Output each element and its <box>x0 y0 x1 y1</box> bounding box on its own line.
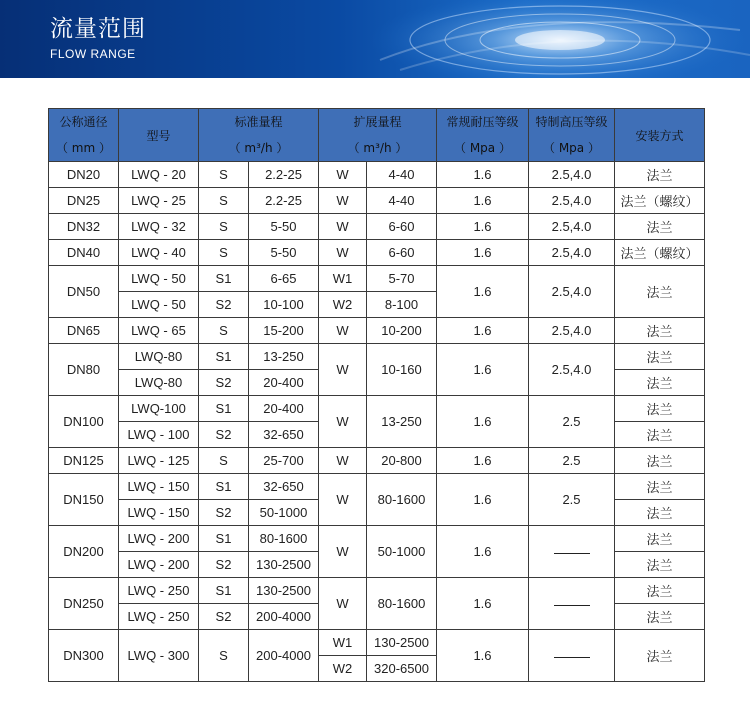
cell-install: 法兰 <box>615 630 705 682</box>
cell-ext-code: W <box>319 240 367 266</box>
cell-ext-code: W2 <box>319 292 367 318</box>
cell-special-pressure: 2.5 <box>529 474 615 526</box>
table-row <box>49 344 705 370</box>
cell-model: LWQ - 65 <box>119 318 199 344</box>
cell-dn: DN150 <box>49 474 119 526</box>
cell-dn: DN20 <box>49 162 119 188</box>
cell-dn: DN100 <box>49 396 119 448</box>
cell-model: LWQ - 300 <box>119 630 199 682</box>
cell-model: LWQ - 150 <box>119 500 199 526</box>
cell-ext-code: W1 <box>319 266 367 292</box>
cell-model: LWQ - 200 <box>119 552 199 578</box>
cell-normal-pressure: 1.6 <box>437 266 529 318</box>
cell-std-code: S1 <box>199 266 249 292</box>
cell-dn: DN25 <box>49 188 119 214</box>
table-row <box>49 578 705 604</box>
cell-ext-range: 4-40 <box>367 162 437 188</box>
cell-std-code: S2 <box>199 370 249 396</box>
header-normal-pressure: 常规耐压等级 （ Mpa ） <box>437 109 529 162</box>
cell-dn: DN250 <box>49 578 119 630</box>
cell-dn: DN32 <box>49 214 119 240</box>
cell-normal-pressure: 1.6 <box>437 214 529 240</box>
header-ext-range: 扩展量程 （ m³/h ） <box>319 109 437 162</box>
cell-model: LWQ - 25 <box>119 188 199 214</box>
dash-mark <box>554 604 590 606</box>
cell-dn: DN80 <box>49 344 119 396</box>
cell-std-range: 13-250 <box>249 344 319 370</box>
cell-ext-range: 80-1600 <box>367 578 437 630</box>
cell-ext-code: W <box>319 344 367 396</box>
cell-normal-pressure: 1.6 <box>437 630 529 682</box>
cell-std-code: S <box>199 318 249 344</box>
table-row <box>49 162 705 188</box>
cell-normal-pressure: 1.6 <box>437 344 529 396</box>
flow-range-table <box>48 108 705 682</box>
cell-dn: DN40 <box>49 240 119 266</box>
cell-normal-pressure: 1.6 <box>437 578 529 630</box>
cell-ext-range: 80-1600 <box>367 474 437 526</box>
table-row <box>49 396 705 422</box>
cell-model: LWQ - 250 <box>119 578 199 604</box>
cell-std-code: S <box>199 188 249 214</box>
header-banner <box>0 0 750 78</box>
cell-std-code: S2 <box>199 292 249 318</box>
cell-std-code: S1 <box>199 474 249 500</box>
cell-std-code: S <box>199 630 249 682</box>
cell-std-range: 32-650 <box>249 474 319 500</box>
cell-std-range: 200-4000 <box>249 604 319 630</box>
cell-normal-pressure: 1.6 <box>437 162 529 188</box>
cell-ext-range: 6-60 <box>367 240 437 266</box>
cell-special-pressure: 2.5,4.0 <box>529 266 615 318</box>
cell-install: 法兰 <box>615 162 705 188</box>
cell-install: 法兰 <box>615 578 705 604</box>
banner-subtitle: FLOW RANGE <box>50 47 136 61</box>
cell-ext-code: W <box>319 188 367 214</box>
cell-ext-range: 4-40 <box>367 188 437 214</box>
cell-ext-range: 50-1000 <box>367 526 437 578</box>
cell-dn: DN300 <box>49 630 119 682</box>
cell-std-range: 2.2-25 <box>249 188 319 214</box>
cell-model: LWQ-100 <box>119 396 199 422</box>
banner-title: 流量范围 <box>50 16 146 42</box>
cell-install: 法兰 <box>615 318 705 344</box>
cell-model: LWQ - 150 <box>119 474 199 500</box>
cell-install: 法兰 <box>615 266 705 318</box>
table-row <box>49 474 705 500</box>
cell-std-range: 20-400 <box>249 370 319 396</box>
cell-ext-range: 10-160 <box>367 344 437 396</box>
cell-model: LWQ - 20 <box>119 162 199 188</box>
cell-dn: DN65 <box>49 318 119 344</box>
cell-ext-code: W <box>319 448 367 474</box>
cell-install: 法兰 <box>615 422 705 448</box>
cell-normal-pressure: 1.6 <box>437 526 529 578</box>
table-row <box>49 214 705 240</box>
cell-model: LWQ-80 <box>119 370 199 396</box>
header-std-range: 标准量程 （ m³/h ） <box>199 109 319 162</box>
cell-std-code: S1 <box>199 344 249 370</box>
header-install: 安装方式 <box>615 109 705 162</box>
cell-std-code: S2 <box>199 422 249 448</box>
cell-normal-pressure: 1.6 <box>437 318 529 344</box>
table-row <box>49 266 705 292</box>
cell-model: LWQ - 50 <box>119 266 199 292</box>
cell-std-code: S1 <box>199 578 249 604</box>
cell-special-pressure: 2.5,4.0 <box>529 318 615 344</box>
cell-special-pressure: 2.5 <box>529 396 615 448</box>
cell-ext-range: 10-200 <box>367 318 437 344</box>
table-header-row <box>49 109 705 162</box>
table-row <box>49 318 705 344</box>
cell-std-code: S2 <box>199 500 249 526</box>
cell-std-code: S <box>199 214 249 240</box>
cell-ext-code: W <box>319 526 367 578</box>
cell-special-pressure <box>529 630 615 682</box>
cell-install: 法兰 <box>615 526 705 552</box>
cell-std-range: 10-100 <box>249 292 319 318</box>
table-row <box>49 526 705 552</box>
cell-dn: DN50 <box>49 266 119 318</box>
cell-install: 法兰 <box>615 474 705 500</box>
cell-install: 法兰 <box>615 396 705 422</box>
cell-std-range: 130-2500 <box>249 578 319 604</box>
table-row <box>49 188 705 214</box>
cell-install: 法兰（螺纹） <box>615 188 705 214</box>
cell-std-code: S2 <box>199 604 249 630</box>
cell-special-pressure: 2.5,4.0 <box>529 240 615 266</box>
cell-special-pressure: 2.5,4.0 <box>529 214 615 240</box>
cell-std-range: 6-65 <box>249 266 319 292</box>
cell-ext-code: W <box>319 474 367 526</box>
cell-model: LWQ - 125 <box>119 448 199 474</box>
cell-special-pressure: 2.5,4.0 <box>529 344 615 396</box>
cell-std-range: 50-1000 <box>249 500 319 526</box>
cell-install: 法兰 <box>615 604 705 630</box>
cell-dn: DN200 <box>49 526 119 578</box>
cell-model: LWQ - 50 <box>119 292 199 318</box>
header-diameter: 公称通径 （ mm ） <box>49 109 119 162</box>
cell-ext-code: W <box>319 214 367 240</box>
cell-special-pressure <box>529 526 615 578</box>
cell-special-pressure <box>529 578 615 630</box>
cell-normal-pressure: 1.6 <box>437 240 529 266</box>
cell-model: LWQ - 40 <box>119 240 199 266</box>
cell-normal-pressure: 1.6 <box>437 448 529 474</box>
cell-ext-code: W2 <box>319 656 367 682</box>
cell-std-code: S1 <box>199 526 249 552</box>
cell-install: 法兰 <box>615 500 705 526</box>
cell-model: LWQ-80 <box>119 344 199 370</box>
cell-std-code: S1 <box>199 396 249 422</box>
cell-std-range: 32-650 <box>249 422 319 448</box>
cell-ext-code: W <box>319 162 367 188</box>
cell-std-range: 25-700 <box>249 448 319 474</box>
table-row <box>49 630 705 656</box>
cell-std-range: 200-4000 <box>249 630 319 682</box>
cell-ext-range: 130-2500 <box>367 630 437 656</box>
table-row <box>49 240 705 266</box>
cell-special-pressure: 2.5 <box>529 448 615 474</box>
cell-ext-range: 8-100 <box>367 292 437 318</box>
cell-ext-code: W <box>319 578 367 630</box>
cell-ext-range: 6-60 <box>367 214 437 240</box>
cell-ext-code: W1 <box>319 630 367 656</box>
dash-mark <box>554 656 590 658</box>
cell-model: LWQ - 200 <box>119 526 199 552</box>
cell-model: LWQ - 250 <box>119 604 199 630</box>
cell-std-range: 15-200 <box>249 318 319 344</box>
cell-normal-pressure: 1.6 <box>437 396 529 448</box>
cell-std-code: S <box>199 240 249 266</box>
cell-install: 法兰（螺纹） <box>615 240 705 266</box>
cell-std-range: 20-400 <box>249 396 319 422</box>
cell-install: 法兰 <box>615 344 705 370</box>
cell-install: 法兰 <box>615 370 705 396</box>
cell-ext-range: 13-250 <box>367 396 437 448</box>
cell-std-code: S2 <box>199 552 249 578</box>
cell-ext-code: W <box>319 318 367 344</box>
cell-std-range: 5-50 <box>249 240 319 266</box>
cell-special-pressure: 2.5,4.0 <box>529 162 615 188</box>
header-special-pressure: 特制高压等级 （ Mpa ） <box>529 109 615 162</box>
cell-ext-code: W <box>319 396 367 448</box>
cell-std-range: 2.2-25 <box>249 162 319 188</box>
cell-model: LWQ - 100 <box>119 422 199 448</box>
dash-mark <box>554 552 590 554</box>
cell-install: 法兰 <box>615 214 705 240</box>
cell-ext-range: 5-70 <box>367 266 437 292</box>
cell-std-range: 80-1600 <box>249 526 319 552</box>
cell-dn: DN125 <box>49 448 119 474</box>
cell-normal-pressure: 1.6 <box>437 188 529 214</box>
cell-install: 法兰 <box>615 552 705 578</box>
cell-ext-range: 20-800 <box>367 448 437 474</box>
header-model: 型号 <box>119 109 199 162</box>
cell-install: 法兰 <box>615 448 705 474</box>
table-row <box>49 448 705 474</box>
cell-normal-pressure: 1.6 <box>437 474 529 526</box>
cell-std-range: 130-2500 <box>249 552 319 578</box>
cell-std-code: S <box>199 162 249 188</box>
cell-ext-range: 320-6500 <box>367 656 437 682</box>
cell-std-code: S <box>199 448 249 474</box>
cell-std-range: 5-50 <box>249 214 319 240</box>
cell-model: LWQ - 32 <box>119 214 199 240</box>
cell-special-pressure: 2.5,4.0 <box>529 188 615 214</box>
